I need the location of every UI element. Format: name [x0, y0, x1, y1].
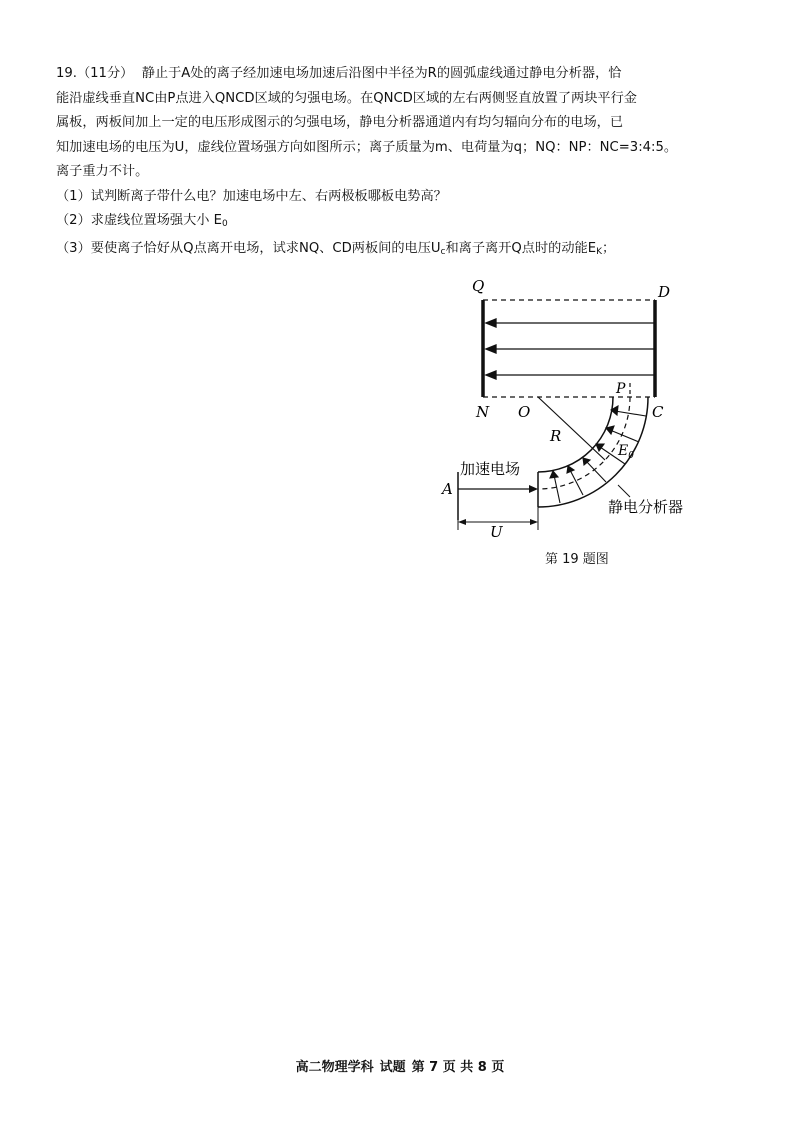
- label-e-sub: 0: [628, 451, 634, 461]
- stem-line-2: 能沿虚线垂直NC由P点进入QNCD区域的匀强电场。在QNCD区域的左右两侧竖直放置了两块平行金: [56, 90, 637, 106]
- label-e: E: [618, 443, 629, 459]
- stem-line-4: 知加速电场的电压为U，虚线位置场强方向如图所示；离子质量为m、电荷量为q；NQ：NP：NC=3:4:5。: [56, 139, 678, 155]
- sub-question-3-part2: 和离子离开Q点时的动能E: [445, 240, 597, 256]
- stem-text-1: 静止于A处的离子经加速电场加速后沿图中半径为R的圆弧虚线通过静电分析器，恰: [141, 66, 622, 81]
- question-number: 19.: [56, 66, 77, 81]
- question-score: （11分）: [76, 66, 134, 81]
- ion-entry-arrow: [529, 485, 538, 493]
- label-n: N: [476, 403, 490, 421]
- label-o: O: [518, 403, 531, 421]
- sub-question-3-sub2: K: [596, 246, 602, 257]
- field-arrow-2: [486, 345, 496, 353]
- label-u: U: [490, 523, 503, 541]
- label-q: Q: [472, 277, 485, 295]
- figure-caption: 第 19 题图: [545, 552, 609, 567]
- radial-line-2: [610, 430, 639, 442]
- radial-arrow-3: [596, 444, 604, 451]
- stem-line-1: [56, 62, 756, 87]
- label-p: P: [616, 381, 626, 397]
- analyzer-pointer: [618, 485, 630, 497]
- radius-line: [538, 397, 605, 460]
- u-arrow-left: [458, 519, 466, 525]
- field-arrow-3: [486, 371, 496, 379]
- figure-19: [430, 275, 730, 545]
- question-19: [56, 62, 756, 264]
- radial-line-4: [586, 461, 606, 482]
- sub-question-3: [56, 237, 756, 265]
- footer-kind: 试题: [379, 1060, 406, 1075]
- sub-question-1: （1）试判断离子带什么电？加速电场中左、右两极板哪板电势高？: [56, 188, 447, 204]
- label-r: R: [550, 427, 562, 445]
- label-d: D: [658, 283, 671, 301]
- label-a: A: [442, 480, 453, 498]
- stem-line-3: 属板，两板间加上一定的电压形成图示的匀强电场，静电分析器通道内有均匀辐向分布的电场，已: [56, 115, 624, 130]
- footer-subject: 高二物理学科: [295, 1060, 374, 1075]
- sub-question-2-text: （2）求虚线位置场强大小 E: [56, 213, 222, 228]
- sub-question-2-subscript: 0: [221, 219, 228, 229]
- label-c: C: [652, 403, 664, 421]
- footer-page: 第 7 页 共 8 页: [411, 1060, 505, 1075]
- sub-question-3-part3: ；: [601, 240, 616, 256]
- radial-line-1: [615, 411, 646, 416]
- radial-line-6: [554, 475, 560, 503]
- field-lines: [486, 319, 655, 379]
- sub-question-3-part1: （3）要使离子恰好从Q点离开电场，试求NQ、CD两板间的电压U: [56, 240, 441, 256]
- sub-question-3-sub1: c: [440, 246, 446, 257]
- radial-arrow-6: [550, 471, 558, 478]
- u-arrow-right: [530, 519, 538, 525]
- sub-question-2: [56, 209, 756, 237]
- field-arrow-1: [486, 319, 496, 327]
- figure-svg: [430, 275, 730, 545]
- label-accel-field: 加速电场: [460, 460, 521, 478]
- radial-arrow-5: [567, 466, 574, 473]
- page-footer: [0, 1056, 800, 1075]
- stem-line-5: 离子重力不计。: [56, 164, 149, 179]
- radial-arrow-2: [606, 426, 614, 434]
- label-e0: [617, 443, 634, 461]
- label-analyzer: 静电分析器: [608, 498, 684, 516]
